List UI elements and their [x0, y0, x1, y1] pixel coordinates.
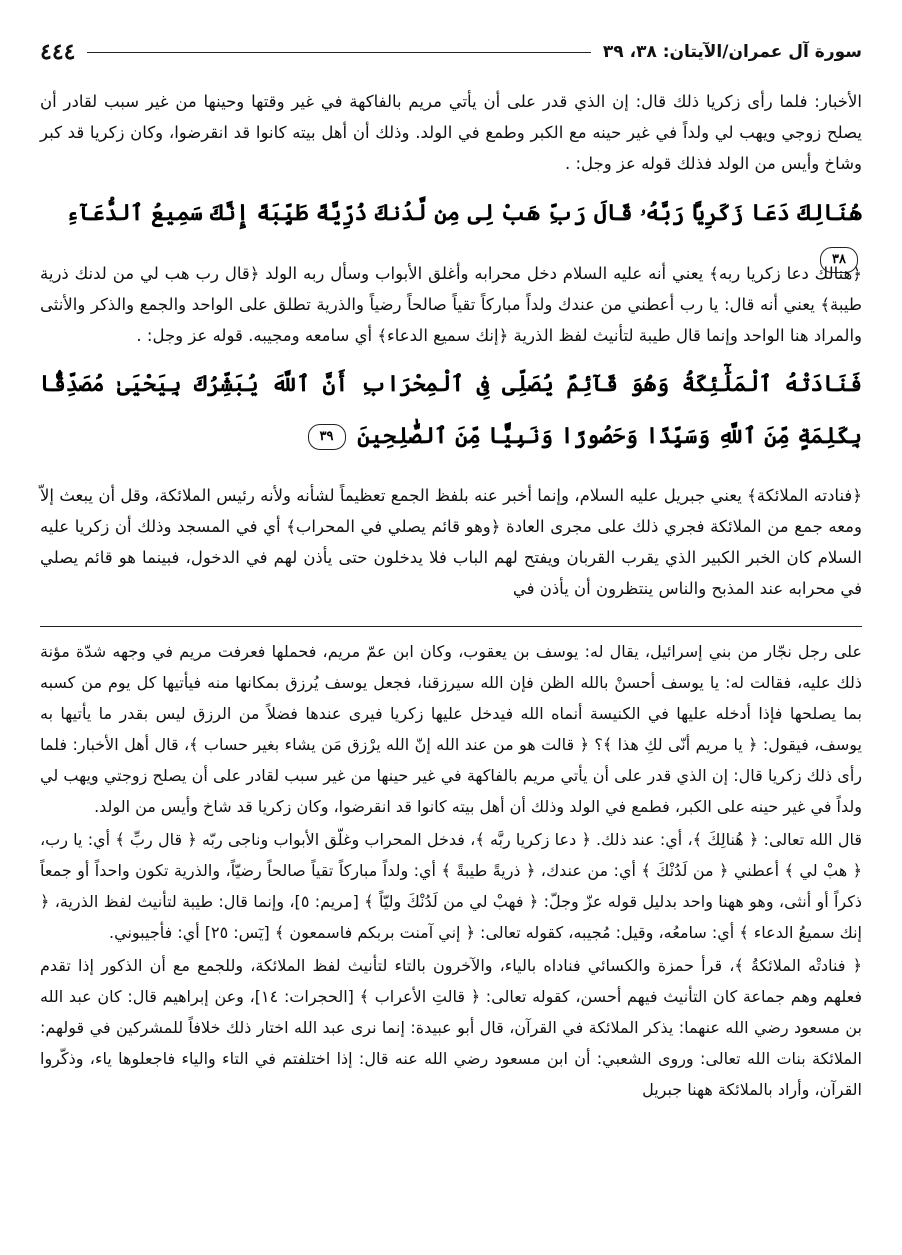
paragraph-text: الأخبار: فلما رأى زكريا ذلك قال: إن الذي قدر على أن يأتي مريم بالفاكهة في غير وقتها وحينها من غير سبب لقادر أن يصلح زوجي ويهب لي ولداً في غير حينه مع الكبر وطمع في الولد. وذلك أن أهل بيته كانوا قد انقرضوا، وكان زكريا قد كبر وشاخ وأيس من الولد فذلك قوله عز وجل: .	[40, 92, 862, 173]
commentary-paragraph-3	[40, 480, 862, 604]
ayah-number-marker: ٣٩	[308, 424, 346, 450]
header-rule	[87, 52, 590, 53]
footnote-paragraph: على رجل نجّار من بني إسرائيل، يقال له: يوسف بن يعقوب، وكان ابن عمّ مريم، فحملها فعرفت مريم في وجهه شدّة مؤنة ذلك عليه، فقالت له: يا يوسف أحسنْ بالله الظن فإن الله سيرزقنا، فجعل يوسف يُرزق بمكانها منه فيأتيها كل يوم من كسبه بما يصلحها فإذا أدخله عليها في الكنيسة أنماه الله فيدخل عليها زكريا فيرى عندها فضلاً من الرزق ليس بقدر ما يأتيها به يوسف، فيقول: ﴿ يا مريم أنّى لكِ هذا ﴾؟ ﴿ قالت هو من عند الله إنّ الله يرْزق مَن يشاء بغير حساب ﴾، قال أهل الأخبار: فلما رأى ذلك زكريا قال: إن الذي قدر على أن يأتي مريم بالفاكهة في غير حينها من غير سبب لقادر على أن يصلح زوجتي ويهب لي ولداً في غير حينه على الكبر، فطمع في الولد وذلك أن أهل بيته كانوا قد انقرضوا، وكان زكريا قد شاخ وأيس من الولد.	[40, 642, 862, 816]
verse-text: هُنَالِكَ دَعَا زَكَرِيَّا رَبَّهُۥ قَالَ رَبِّ هَبْ لِى مِن لَّدُنكَ ذُرِّيَّةً طَيِّبَةً إِنَّكَ سَمِيعُ ٱلدُّعَآءِ	[66, 200, 862, 226]
paragraph-text: ﴿هنالك دعا زكريا ربه﴾ يعني أنه عليه السلام دخل محرابه وأغلق الأبواب وسأل ربه الولد ﴿قال رب هب لي من لدنك ذرية طيبة﴾ يعني أنه قال: يا رب أعطني من عندك ولداً مباركاً تقياً صالحاً رضياً والذرية تطلق على الواحد والجمع والذكر والأنثى والمراد هنا الواحد وإنما قال طيبة لتأنيث لفظ الذرية ﴿إنك سميع الدعاء﴾ أي سامعه ومجيبه. قوله عز وجل: .	[40, 264, 862, 345]
footnote-paragraph: قال الله تعالى: ﴿ هُنالِكَ ﴾، أي: عند ذلك. ﴿ دعا زكريا ربَّه ﴾، فدخل المحراب وغلّق الأبواب وناجى ربّه ﴿ قال ربِّ ﴾ أي: يا رب، ﴿ هبْ لي ﴾ أعطني ﴿ من لَدُنْكَ ﴾ أي: من عندك، ﴿ ذريةً طيبةً ﴾ أي: ولداً مباركاً تقياً صالحاً رضيّاً، والذرية تكون واحداً أو جمعاً ذكراً أو أنثى، وهو ههنا واحد بدليل قوله عزّ وجلّ: ﴿ فهبْ لي من لَدُنْكَ وليّاً ﴾ [مريم: ٥]، وإنما قال: طيبة لتأنيث لفظ الذرية، ﴿ إنك سميعُ الدعاء ﴾ أي: سامعُه، وقيل: مُجيبه، كقوله تعالى: ﴿ إني آمنت بربكم فاسمعون ﴾ [يٓس: ٢٥] أي: فأجيبوني.	[40, 830, 863, 942]
footnote-section	[40, 636, 862, 1107]
page-number: ٤٤٤	[40, 39, 76, 65]
ayah-number-marker: ٣٨	[820, 247, 858, 273]
footnote-paragraph: ﴿ فنادتْه الملائكةُ ﴾، قرأ حمزة والكسائي فناداه بالياء، والآخرون بالتاء لتأنيث لفظ الملائكة، وللجمع مع أن الذكور إذا تقدم فعلهم وهم جماعة كان التأنيث فيهم أحسن، كقوله تعالى: ﴿ قالتِ الأعراب ﴾ [الحجرات: ١٤]، وعن إبراهيم قال: كان عبد الله بن مسعود رضي الله عنهما: يذكر الملائكة في القرآن، قال أبو عبيدة: إنما نرى عبد الله اختار ذلك خلافاً للمشركين في قولهم: الملائكة بنات الله تعالى: وروى الشعبي: أن ابن مسعود رضي الله عنه قال: إذا اختلفتم في التاء والياء فاجعلوها ياء، وذكّروا القرآن، وأراد بالملائكة ههنا جبريل	[40, 956, 863, 1099]
footnote-divider	[40, 626, 862, 627]
quran-verse-39	[40, 358, 862, 462]
paragraph-text: ﴿فنادته الملائكة﴾ يعني جبريل عليه السلام، وإنما أخبر عنه بلفظ الجمع تعظيماً لشأنه ولأنه رئيس الملائكة، وقل أن يبعث إلاّ ومعه جمع من الملائكة فجري ذلك على مجرى العادة ﴿وهو قائم يصلي في المحراب﴾ أي في المسجد وذلك أن زكريا عليه السلام كان الخبر الكبير الذي يقرب القربان ويفتح لهم الباب فلا يدخلون حتى يأذن لهم في الدخول، فبينما هو قائم يصلي في محرابه عند المذبح والناس ينتظرون أن يأذن في	[40, 486, 862, 598]
page-header	[40, 36, 862, 68]
verse-text: فَنَادَتْهُ ٱلْمَلَٰٓئِكَةُ وَهُوَ قَآئِمٌ يُصَلِّى فِى ٱلْمِحْرَابِ أَنَّ ٱللَّهَ يُبَشِّرُكَ بِيَحْيَىٰ مُصَدِّقًۢا بِكَلِمَةٍ مِّنَ ٱللَّهِ وَسَيِّدًا وَحَصُورًا وَنَبِيًّا مِّنَ ٱلصَّٰلِحِينَ	[40, 371, 862, 449]
running-title: سورة آل عمران/الآيتان: ٣٨، ٣٩	[602, 42, 862, 62]
commentary-paragraph-2	[40, 258, 862, 351]
commentary-paragraph-1	[40, 86, 862, 179]
